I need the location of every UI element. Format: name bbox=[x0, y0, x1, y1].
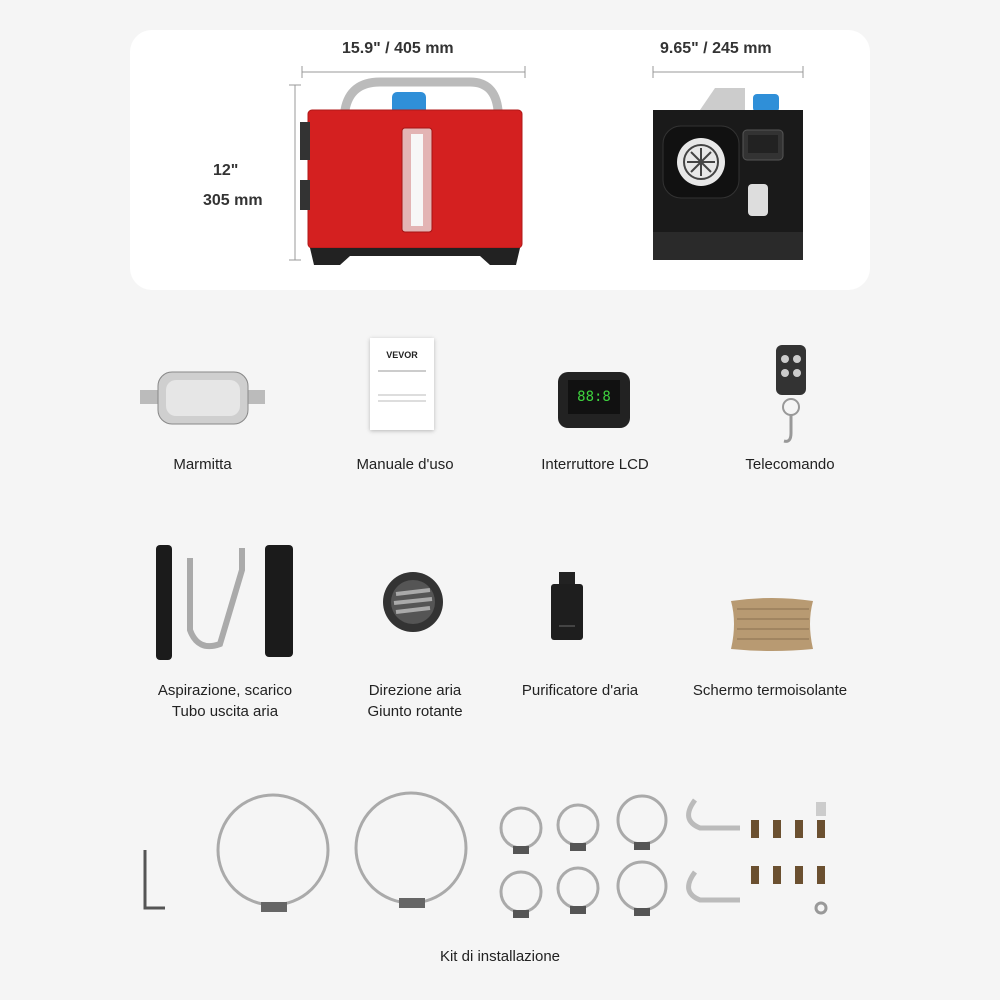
installation-kit-label: Kit di installazione bbox=[439, 948, 561, 965]
height-mm-label: 305 mm bbox=[203, 192, 263, 209]
item-label-hoses bbox=[140, 680, 310, 722]
item-label-muffler: Marmitta bbox=[173, 456, 232, 473]
heater-side-view bbox=[280, 60, 540, 275]
heater-front-view bbox=[645, 60, 815, 275]
item-label-air-vent bbox=[340, 680, 490, 722]
hoses-image bbox=[150, 540, 305, 665]
manual-image bbox=[370, 338, 434, 430]
lcd-readout: 88:8 bbox=[568, 380, 620, 414]
item-label-hoses-line1: Aspirazione, scarico bbox=[157, 682, 293, 699]
item-label-manual: Manuale d'uso bbox=[356, 456, 454, 473]
item-label-heat-shield: Schermo termoisolante bbox=[692, 682, 848, 699]
width-front-label: 9.65" / 245 mm bbox=[660, 40, 772, 57]
hex-key-icon bbox=[145, 850, 165, 908]
air-vent-image bbox=[378, 570, 448, 635]
item-label-hoses-line2: Tubo uscita aria bbox=[171, 703, 279, 720]
width-side-label: 15.9" / 405 mm bbox=[342, 40, 454, 57]
item-label-air-filter: Purificatore d'aria bbox=[521, 682, 639, 699]
heat-shield-image bbox=[725, 595, 820, 655]
large-clamp-icon bbox=[356, 793, 466, 903]
manual-brand: VEVOR bbox=[386, 350, 418, 360]
screws-icon bbox=[751, 820, 825, 884]
muffler-image bbox=[140, 360, 265, 435]
item-label-air-vent-line1: Direzione aria bbox=[368, 682, 462, 699]
height-in-label: 12" bbox=[213, 162, 239, 179]
p-clip-icon bbox=[689, 800, 740, 828]
item-label-air-vent-line2: Giunto rotante bbox=[367, 703, 463, 720]
fuel-cap-icon bbox=[753, 94, 779, 112]
large-clamp-icon bbox=[218, 795, 328, 905]
p-clip-icon bbox=[689, 872, 740, 900]
item-label-remote: Telecomando bbox=[745, 456, 835, 473]
installation-kit-image bbox=[135, 790, 845, 930]
item-label-lcd-switch: Interruttore LCD bbox=[541, 456, 649, 473]
remote-control-image bbox=[768, 345, 818, 450]
air-filter-image bbox=[545, 570, 590, 645]
lcd-switch-image bbox=[558, 372, 630, 428]
